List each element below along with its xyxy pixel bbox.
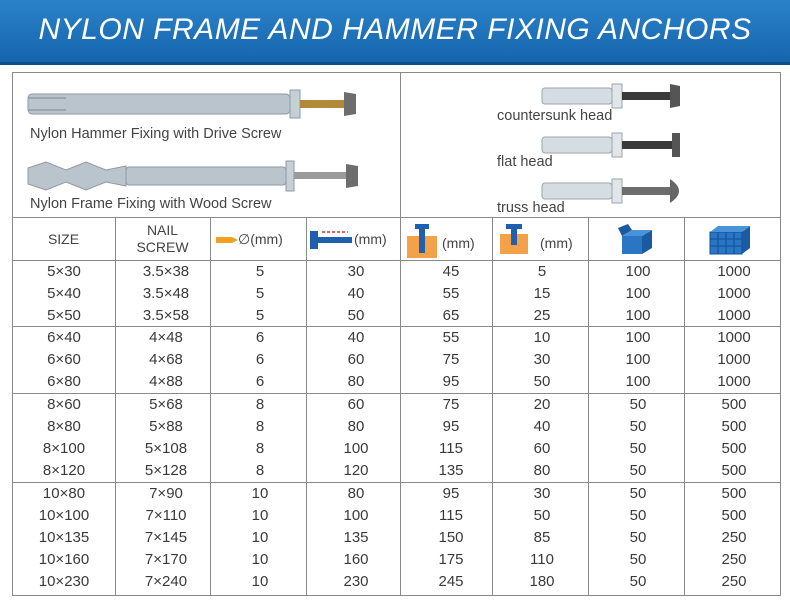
cell-total-length: 95 — [442, 373, 460, 390]
col-rule — [115, 217, 116, 596]
cell-carton-qty: 500 — [721, 507, 747, 524]
nail-header-line2: SCREW — [136, 239, 189, 255]
cell-box-qty: 100 — [625, 329, 651, 346]
cell-box-qty: 100 — [625, 285, 651, 302]
cell-nail: 7×240 — [144, 573, 188, 590]
cell-nail: 7×145 — [144, 529, 188, 546]
cell-depth: 5 — [537, 263, 547, 280]
cell-nail: 7×90 — [149, 485, 183, 502]
col-rule — [492, 217, 493, 596]
cell-length: 80 — [347, 485, 365, 502]
cell-size: 8×80 — [47, 418, 81, 435]
cell-depth: 30 — [533, 351, 551, 368]
cell-nail: 4×48 — [149, 329, 183, 346]
cell-size: 6×60 — [47, 351, 81, 368]
border-left — [12, 72, 13, 596]
cell-diameter: 10 — [251, 551, 269, 568]
total-length-header: (mm) — [442, 235, 475, 251]
col-rule — [400, 217, 401, 596]
cell-diameter: 10 — [251, 529, 269, 546]
cell-carton-qty: 1000 — [717, 373, 751, 390]
depth-header: (mm) — [540, 235, 573, 251]
cell-total-length: 115 — [439, 507, 463, 524]
cell-diameter: 5 — [255, 307, 265, 324]
cell-box-qty: 100 — [625, 373, 651, 390]
dowel-length-icon — [310, 228, 354, 252]
border-top — [12, 72, 781, 73]
small-box-icon — [618, 224, 654, 254]
fixture-thickness-icon — [407, 224, 439, 258]
cell-box-qty: 100 — [625, 307, 651, 324]
cell-carton-qty: 250 — [721, 551, 747, 568]
cell-nail: 5×88 — [149, 418, 183, 435]
size-header: SIZE — [47, 231, 80, 247]
cell-carton-qty: 1000 — [717, 329, 751, 346]
cell-size: 10×230 — [38, 573, 90, 590]
cell-depth: 15 — [533, 285, 551, 302]
cell-diameter: 6 — [255, 329, 265, 346]
cell-depth: 50 — [533, 507, 551, 524]
cell-length: 60 — [347, 351, 365, 368]
cell-size: 8×120 — [42, 462, 86, 479]
cell-nail: 5×108 — [144, 440, 188, 457]
group-rule — [12, 393, 781, 394]
cell-depth: 10 — [533, 329, 551, 346]
cell-carton-qty: 500 — [721, 440, 747, 457]
cell-nail: 4×88 — [149, 373, 183, 390]
anchor-depth-icon — [500, 224, 530, 254]
header-bottom-rule — [12, 260, 781, 261]
cell-box-qty: 50 — [629, 573, 647, 590]
cell-carton-qty: 500 — [721, 462, 747, 479]
cell-depth: 25 — [533, 307, 551, 324]
cell-depth: 85 — [533, 529, 551, 546]
truss-head-label: truss head — [497, 200, 565, 216]
cell-depth: 110 — [530, 551, 554, 568]
cell-length: 40 — [347, 285, 365, 302]
cell-total-length: 150 — [438, 529, 464, 546]
cell-box-qty: 50 — [629, 551, 647, 568]
cell-total-length: 75 — [442, 396, 460, 413]
cell-depth: 60 — [533, 440, 551, 457]
length-header: (mm) — [354, 231, 387, 247]
cell-nail: 7×110 — [145, 507, 187, 524]
cell-box-qty: 50 — [629, 462, 647, 479]
cell-box-qty: 50 — [629, 396, 647, 413]
countersunk-head-label: countersunk head — [497, 108, 613, 124]
cell-depth: 40 — [533, 418, 551, 435]
cell-length: 135 — [343, 529, 369, 546]
header-top-rule — [12, 217, 781, 218]
cell-nail: 5×128 — [144, 462, 188, 479]
cell-carton-qty: 500 — [721, 485, 747, 502]
cell-nail: 5×68 — [149, 396, 183, 413]
cell-length: 30 — [347, 263, 365, 280]
group-rule — [12, 482, 781, 483]
cell-total-length: 75 — [442, 351, 460, 368]
drill-bit-icon — [216, 233, 238, 247]
cell-size: 10×80 — [42, 485, 86, 502]
cell-box-qty: 50 — [629, 418, 647, 435]
col-rule — [684, 217, 685, 596]
cell-length: 50 — [347, 307, 365, 324]
cell-size: 5×50 — [47, 307, 81, 324]
cell-diameter: 5 — [255, 263, 265, 280]
cell-total-length: 95 — [442, 485, 460, 502]
cell-total-length: 65 — [442, 307, 460, 324]
cell-length: 230 — [343, 573, 369, 590]
cell-box-qty: 100 — [625, 351, 651, 368]
cell-total-length: 55 — [442, 329, 460, 346]
cell-diameter: 10 — [251, 507, 269, 524]
nail-header-line1: NAIL — [146, 222, 179, 238]
cell-carton-qty: 1000 — [717, 307, 751, 324]
cell-diameter: 10 — [251, 573, 269, 590]
cell-size: 8×100 — [42, 440, 86, 457]
cell-nail: 4×68 — [149, 351, 183, 368]
cell-length: 80 — [347, 373, 365, 390]
cell-size: 10×100 — [38, 507, 90, 524]
spec-sheet — [12, 72, 781, 596]
cell-diameter: 8 — [255, 440, 265, 457]
diameter-header: ∅(mm) — [238, 231, 283, 247]
cell-length: 120 — [343, 462, 369, 479]
group-rule — [12, 326, 781, 327]
cell-total-length: 55 — [442, 285, 460, 302]
cell-total-length: 245 — [438, 573, 464, 590]
cell-carton-qty: 500 — [721, 396, 747, 413]
page-title: NYLON FRAME AND HAMMER FIXING ANCHORS — [38, 13, 752, 46]
cell-carton-qty: 1000 — [717, 263, 751, 280]
cell-carton-qty: 250 — [721, 573, 747, 590]
cell-nail: 7×170 — [144, 551, 188, 568]
carton-icon — [710, 224, 752, 254]
cell-total-length: 95 — [442, 418, 460, 435]
cell-diameter: 10 — [251, 485, 269, 502]
cell-total-length: 175 — [438, 551, 464, 568]
cell-size: 5×40 — [47, 285, 81, 302]
hammer-fixing-label: Nylon Hammer Fixing with Drive Screw — [30, 126, 282, 142]
cell-length: 100 — [343, 440, 369, 457]
cell-length: 80 — [347, 418, 365, 435]
cell-size: 5×30 — [47, 263, 81, 280]
frame-fixing-icon — [26, 156, 366, 196]
cell-box-qty: 50 — [629, 485, 647, 502]
nail-header — [115, 222, 210, 256]
cell-carton-qty: 1000 — [717, 285, 751, 302]
cell-depth: 30 — [533, 485, 551, 502]
cell-diameter: 8 — [255, 418, 265, 435]
cell-depth: 180 — [529, 573, 555, 590]
cell-depth: 50 — [533, 373, 551, 390]
cell-carton-qty: 1000 — [717, 351, 751, 368]
cell-size: 10×160 — [38, 551, 90, 568]
cell-carton-qty: 500 — [721, 418, 747, 435]
cell-nail: 3.5×58 — [142, 307, 190, 324]
cell-length: 60 — [347, 396, 365, 413]
cell-box-qty: 50 — [629, 440, 647, 457]
cell-box-qty: 50 — [629, 529, 647, 546]
cell-nail: 3.5×48 — [142, 285, 190, 302]
cell-size: 8×60 — [47, 396, 81, 413]
cell-box-qty: 50 — [629, 507, 647, 524]
frame-fixing-label: Nylon Frame Fixing with Wood Screw — [30, 196, 272, 212]
cell-nail: 3.5×38 — [142, 263, 190, 280]
cell-diameter: 8 — [255, 396, 265, 413]
border-bottom — [12, 595, 781, 596]
border-right — [780, 72, 781, 596]
flat-head-label: flat head — [497, 154, 553, 170]
cell-length: 160 — [343, 551, 369, 568]
cell-carton-qty: 250 — [721, 529, 747, 546]
image-divider — [400, 72, 401, 217]
cell-diameter: 6 — [255, 373, 265, 390]
hammer-fixing-icon — [26, 86, 366, 126]
cell-total-length: 115 — [439, 440, 463, 457]
cell-depth: 80 — [533, 462, 551, 479]
cell-box-qty: 100 — [625, 263, 651, 280]
cell-diameter: 8 — [255, 462, 265, 479]
cell-size: 6×40 — [47, 329, 81, 346]
cell-length: 40 — [347, 329, 365, 346]
cell-diameter: 6 — [255, 351, 265, 368]
cell-total-length: 45 — [442, 263, 460, 280]
cell-diameter: 5 — [255, 285, 265, 302]
title-banner — [0, 0, 790, 65]
flat-head-screw-icon — [542, 130, 692, 160]
cell-depth: 20 — [533, 396, 551, 413]
col-rule — [210, 217, 211, 596]
cell-size: 10×135 — [38, 529, 90, 546]
col-rule — [306, 217, 307, 596]
cell-total-length: 135 — [438, 462, 464, 479]
cell-length: 100 — [343, 507, 369, 524]
cell-size: 6×80 — [47, 373, 81, 390]
col-rule — [588, 217, 589, 596]
